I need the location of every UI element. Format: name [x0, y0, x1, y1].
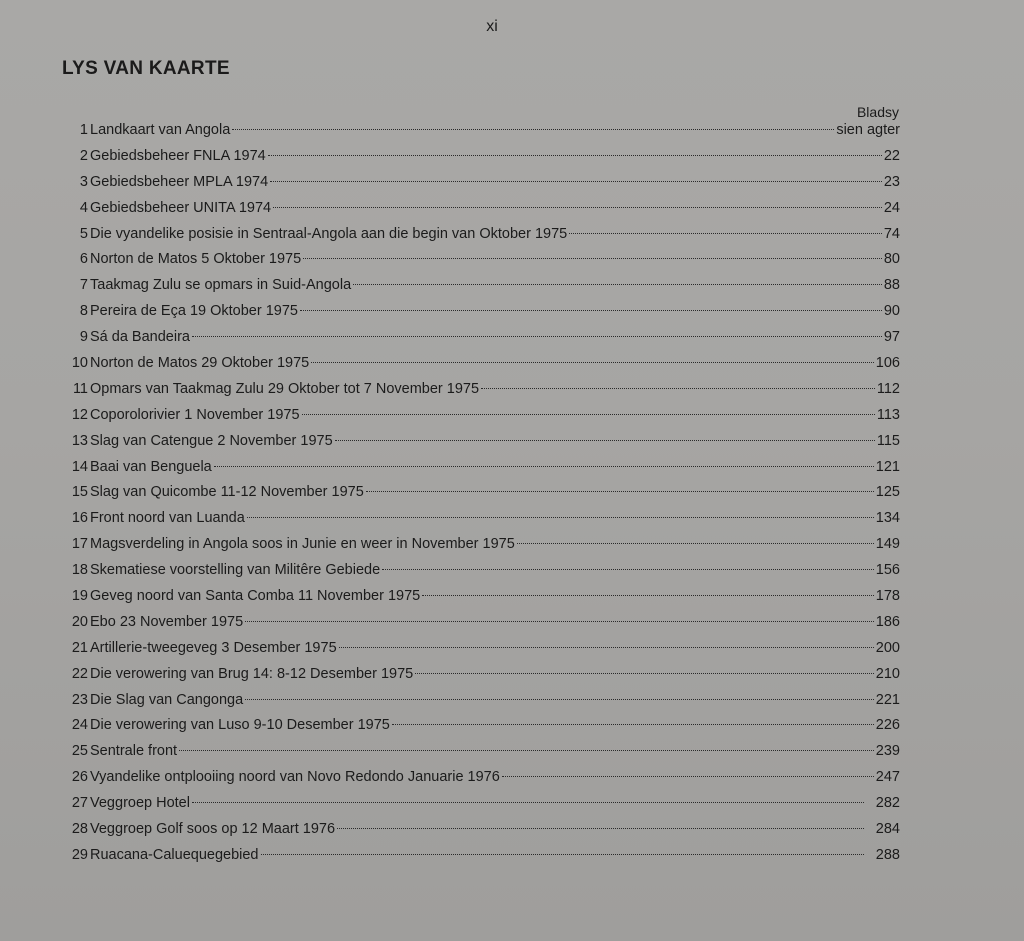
list-entry: [62, 588, 900, 614]
dot-leader: [569, 233, 882, 234]
list-entry: [62, 821, 900, 847]
list-entry: [62, 769, 900, 795]
entry-number: 25: [71, 743, 88, 760]
entry-page: 121: [875, 458, 900, 475]
entry-page: 247: [875, 769, 900, 786]
entry-page: 284: [875, 821, 900, 838]
list-entry: [62, 484, 900, 510]
dot-leader: [382, 569, 874, 570]
dot-leader: [392, 724, 874, 725]
dot-leader: [422, 595, 874, 596]
entry-title: Pereira de Eça 19 Oktober 1975: [90, 303, 298, 320]
entry-page: 178: [875, 588, 900, 605]
entry-number: 22: [71, 665, 88, 682]
dot-leader: [273, 207, 882, 208]
list-entry: [62, 510, 900, 536]
list-entry: [62, 743, 900, 769]
entry-title: Veggroep Golf soos op 12 Maart 1976: [90, 821, 336, 838]
list-entry: [62, 226, 900, 252]
list-entry: [62, 200, 900, 226]
entry-number: 2: [79, 147, 88, 164]
dot-leader: [415, 673, 874, 674]
entry-title: Veggroep Hotel: [90, 795, 190, 812]
list-entry: [62, 174, 900, 200]
map-list: [62, 122, 900, 873]
list-entry: [62, 329, 900, 355]
list-entry: [62, 562, 900, 588]
entry-title: Geveg noord van Santa Comba 11 November 1975: [90, 588, 421, 605]
entry-page: 149: [875, 536, 900, 553]
list-entry: [62, 251, 900, 277]
entry-number: 24: [71, 717, 88, 734]
entry-number: 6: [79, 251, 88, 268]
entry-number: 27: [71, 795, 88, 812]
dot-leader: [192, 336, 882, 337]
dot-leader: [247, 517, 874, 518]
entry-page: 22: [883, 147, 900, 164]
dot-leader: [192, 802, 864, 803]
list-entry: [62, 847, 900, 873]
entry-number: 26: [71, 769, 88, 786]
entry-title: Baai van Benguela: [90, 458, 212, 475]
entry-title: Slag van Quicombe 11-12 November 1975: [90, 484, 364, 501]
dot-leader: [270, 181, 882, 182]
entry-page: 115: [876, 432, 900, 449]
entry-page: 80: [883, 251, 900, 268]
entry-title: Gebiedsbeheer MPLA 1974: [90, 173, 269, 190]
entry-page: 221: [875, 691, 900, 708]
entry-number: 11: [72, 380, 88, 397]
entry-number: 7: [79, 277, 88, 294]
entry-number: 15: [71, 484, 88, 501]
section-heading: LYS VAN KAARTE: [62, 58, 230, 79]
list-entry: [62, 717, 900, 743]
list-entry: [62, 148, 900, 174]
list-entry: [62, 536, 900, 562]
entry-page: 97: [883, 329, 900, 346]
entry-page: 125: [875, 484, 900, 501]
entry-page: 112: [876, 380, 900, 397]
list-entry: [62, 433, 900, 459]
entry-title: Norton de Matos 29 Oktober 1975: [90, 355, 310, 372]
list-entry: [62, 122, 900, 148]
entry-title: Landkaart van Angola: [90, 122, 231, 138]
dot-leader: [245, 699, 874, 700]
entry-page: 134: [875, 510, 900, 527]
list-entry: [62, 640, 900, 666]
entry-title: Skematiese voorstelling van Militêre Gebiede: [90, 562, 381, 579]
entry-page: 113: [876, 406, 900, 423]
list-entry: [62, 381, 900, 407]
list-entry: [62, 459, 900, 485]
entry-page: 74: [883, 225, 900, 242]
list-entry: [62, 614, 900, 640]
entry-number: 5: [79, 225, 88, 242]
entry-number: 28: [71, 821, 88, 838]
dot-leader: [481, 388, 875, 389]
dot-leader: [232, 129, 834, 130]
entry-number: 14: [71, 458, 88, 475]
entry-number: 10: [71, 355, 88, 372]
dot-leader: [261, 854, 864, 855]
entry-title: Die verowering van Brug 14: 8-12 Desember 1975: [90, 665, 414, 682]
entry-page: 186: [875, 613, 900, 630]
entry-page: 200: [875, 639, 900, 656]
entry-number: 21: [71, 639, 88, 656]
dot-leader: [268, 155, 882, 156]
entry-page: 226: [875, 717, 900, 734]
entry-title: Ruacana-Caluequegebied: [90, 846, 259, 863]
entry-page: 106: [875, 355, 900, 372]
dot-leader: [502, 776, 874, 777]
dot-leader: [179, 750, 874, 751]
entry-number: 20: [71, 613, 88, 630]
entry-title: Sentrale front: [90, 743, 178, 760]
dot-leader: [302, 414, 875, 415]
list-entry: [62, 666, 900, 692]
page-column-header: Bladsy: [856, 104, 899, 120]
entry-number: 18: [71, 562, 88, 579]
entry-title: Slag van Catengue 2 November 1975: [90, 432, 333, 449]
dot-leader: [245, 621, 874, 622]
dot-leader: [214, 466, 874, 467]
entry-title: Front noord van Luanda: [90, 510, 245, 527]
entry-number: 17: [71, 536, 88, 553]
dot-leader: [353, 284, 882, 285]
entry-number: 8: [79, 303, 88, 320]
entry-page: 23: [883, 173, 900, 190]
dot-leader: [335, 440, 875, 441]
entry-title: Die verowering van Luso 9-10 Desember 1975: [90, 717, 390, 734]
entry-title: Artillerie-tweegeveg 3 Desember 1975: [90, 639, 337, 656]
entry-title: Norton de Matos 5 Oktober 1975: [90, 251, 302, 268]
entry-page: 288: [875, 846, 900, 863]
entry-title: Ebo 23 November 1975: [90, 613, 244, 630]
entry-number: 13: [71, 432, 88, 449]
entry-page: 282: [875, 795, 900, 812]
entry-number: 29: [71, 846, 88, 863]
entry-page: 239: [875, 743, 900, 760]
dot-leader: [311, 362, 874, 363]
entry-number: 16: [71, 510, 88, 527]
entry-title: Die Slag van Cangonga: [90, 691, 244, 708]
dot-leader: [339, 647, 874, 648]
entry-title: Gebiedsbeheer UNITA 1974: [90, 199, 272, 216]
entry-title: Taakmag Zulu se opmars in Suid-Angola: [90, 277, 352, 294]
entry-page: 90: [883, 303, 900, 320]
entry-title: Opmars van Taakmag Zulu 29 Oktober tot 7 November 1975: [90, 380, 480, 397]
entry-number: 1: [79, 122, 88, 138]
dot-leader: [366, 491, 874, 492]
entry-title: Gebiedsbeheer FNLA 1974: [90, 147, 266, 164]
entry-number: 12: [71, 406, 88, 423]
page-number: xi: [486, 18, 498, 35]
entry-title: Vyandelike ontplooiing noord van Novo Redondo Januarie 1976: [90, 769, 500, 786]
list-entry: [62, 407, 900, 433]
entry-page: sien agter: [836, 122, 900, 138]
list-entry: [62, 355, 900, 381]
dot-leader: [303, 258, 882, 259]
entry-page: 156: [875, 562, 900, 579]
entry-page: 24: [883, 199, 900, 216]
entry-title: Sá da Bandeira: [90, 329, 190, 346]
list-entry: [62, 277, 900, 303]
entry-number: 9: [79, 329, 88, 346]
dot-leader: [337, 828, 864, 829]
entry-number: 3: [79, 173, 88, 190]
list-entry: [62, 303, 900, 329]
entry-number: 23: [71, 691, 88, 708]
entry-title: Die vyandelike posisie in Sentraal-Angola aan die begin van Oktober 1975: [90, 225, 568, 242]
dot-leader: [300, 310, 882, 311]
entry-title: Magsverdeling in Angola soos in Junie en weer in November 1975: [90, 536, 515, 553]
entry-number: 19: [71, 588, 88, 605]
list-entry: [62, 692, 900, 718]
list-entry: [62, 795, 900, 821]
entry-page: 88: [883, 277, 900, 294]
entry-title: Coporolorivier 1 November 1975: [90, 406, 300, 423]
entry-number: 4: [79, 199, 88, 216]
entry-page: 210: [875, 665, 900, 682]
dot-leader: [517, 543, 874, 544]
